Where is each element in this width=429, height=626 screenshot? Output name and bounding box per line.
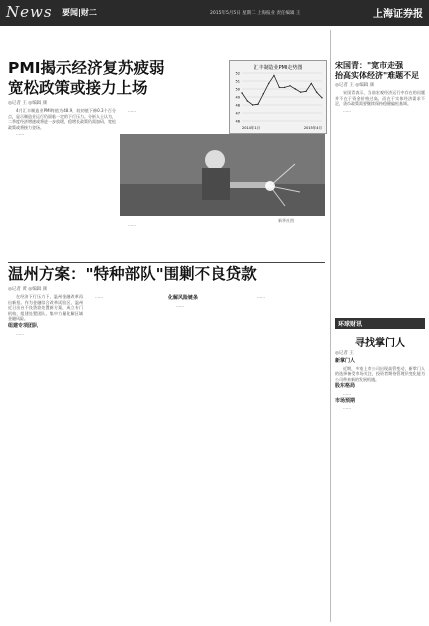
second-byline: ◎记者 黄 ◎编辑 颜 [8,287,48,292]
chart-point [289,85,290,86]
second-subhead-2: 化解风险链条 [168,295,199,301]
chart-point [268,83,269,84]
main-headline-line1: PMI揭示经济复苏疲弱 [8,59,165,77]
chart-xtick-start: 2014年1月 [242,126,261,130]
chart-point [263,93,264,94]
box-section-bar: 环球财讯 [335,318,425,329]
second-body-col3: 化解风险链条 …… [168,294,245,620]
right-rail-divider [330,30,331,622]
chart-point [305,91,306,92]
pmi-chart-svg [230,61,326,133]
chart-point [241,92,242,93]
main-body-paragraph: 4月汇丰制造业PMI终值为48.9，较初值下修0.3个百分点，显示制造业运行仍面临一定的下行压力。分析人士认为，二季度经济增速或将进一步放缓，稳增长政策仍需加码，宽松政策或将接力登场。 [8,108,116,130]
second-headline: 温州方案："特种部队"围剿不良贷款 [8,265,257,283]
chart-point [311,83,312,84]
main-byline: ◎记者 王 ◎编辑 颜 [8,101,48,106]
main-body-col1: 4月汇丰制造业PMI终值为48.9，较初值下修0.3个百分点，显示制造业运行仍面临一定的下行压力。分析人士认为，二季度经济增速或将进一步放缓，稳增长政策仍需加码，宽松政策或将接力登场。 …… [8,108,116,137]
second-body-col4: …… [257,294,265,299]
chart-title: 汇丰制造业PMI走势图 [253,65,303,71]
chart-point [295,88,296,89]
chart-point [300,92,301,93]
photo-caption: 新华社图 [278,218,294,223]
box-subhead-1: 新掌门人 [335,358,356,364]
box-body: 新掌门人 近期，多家上市公司出现高管变动，新掌门人的选择备受市场关注，投资者期待管理层变化能为公司带来新的发展机遇。 股东格局 …… 市场预期 …… [335,358,425,411]
chart-ytick-label: 47 [235,111,240,116]
section-label: 要闻|财二 [62,8,97,17]
worker-photo-illustration [120,134,325,216]
box-body-paragraph: 近期，多家上市公司出现高管变动，新掌门人的选择备受市场关注，投资者期待管理层变化能为公司带来新的发展机遇。 [335,365,425,382]
chart-point [247,100,248,101]
main-body-col2: …… [128,108,136,113]
second-body-col1: 在经济下行压力下，温州金融改革再出新招。作为金融综合改革试验区，温州近日出台不良贷款处置新方案，成立专门机构，组建处置团队，集中力量化解区域金融风险。 组建专项团队 …… [8,294,83,336]
box-subhead-2: 股东格局 [335,383,356,390]
article-divider [8,262,325,263]
chart-ytick-label: 50 [235,87,240,92]
right-headline: 宋国青："宽市走强 抬高实体经济"难题不足 [335,60,420,80]
main-body-lower: …… [128,222,136,227]
box-byline: ◎记者 王 [335,351,354,356]
second-body-paragraph: 在经济下行压力下，温州金融改革再出新招。作为金融综合改革试验区，温州近日出台不良贷款处置新方案，成立专门机构，组建处置团队，集中力量化解区域金融风险。 [8,294,83,322]
chart-ytick-label: 46 [235,119,240,124]
pmi-chart [229,60,327,134]
box-subhead-3: 市场预期 [335,397,356,404]
chart-point [321,97,322,98]
main-headline-line2: 宽松政策或接力上场 [8,79,148,97]
second-subhead-1: 组建专项团队 [8,322,39,329]
date-line: 2015年5月5日 星期二 上海报业 责任编辑 王 [210,11,301,16]
box-title: 寻找掌门人 [355,338,405,349]
chart-ytick-label: 48 [235,103,240,108]
chart-point [257,104,258,105]
chart-xtick-end: 2015年4月 [303,126,322,130]
chart-ytick-label: 52 [235,71,240,76]
chart-point [316,92,317,93]
chart-ytick-label: 49 [235,95,240,100]
chart-point [279,87,280,88]
chart-point [252,104,253,105]
chart-point [273,75,274,76]
masthead-news-word: News [6,3,53,21]
chart-ytick-label: 51 [235,79,240,84]
news-photo [120,134,325,216]
right-byline: ◎记者 王 ◎编辑 颜 [335,83,375,88]
chart-point [284,87,285,88]
right-body: 宋国青表示，当前宏观经济运行中存在的问题并不在于资金价格过高，而在于实体经济需求不足，货币政策需要继续保持稳健偏松基调。 …… [335,90,425,113]
paper-name: 上海证券报 [373,9,423,20]
second-body-col2: …… [95,294,103,299]
right-body-paragraph: 宋国青表示，当前宏观经济运行中存在的问题并不在于资金价格过高，而在于实体经济需求不足，货币政策需要继续保持稳健偏松基调。 [335,90,425,107]
chart-series-line [242,75,322,105]
